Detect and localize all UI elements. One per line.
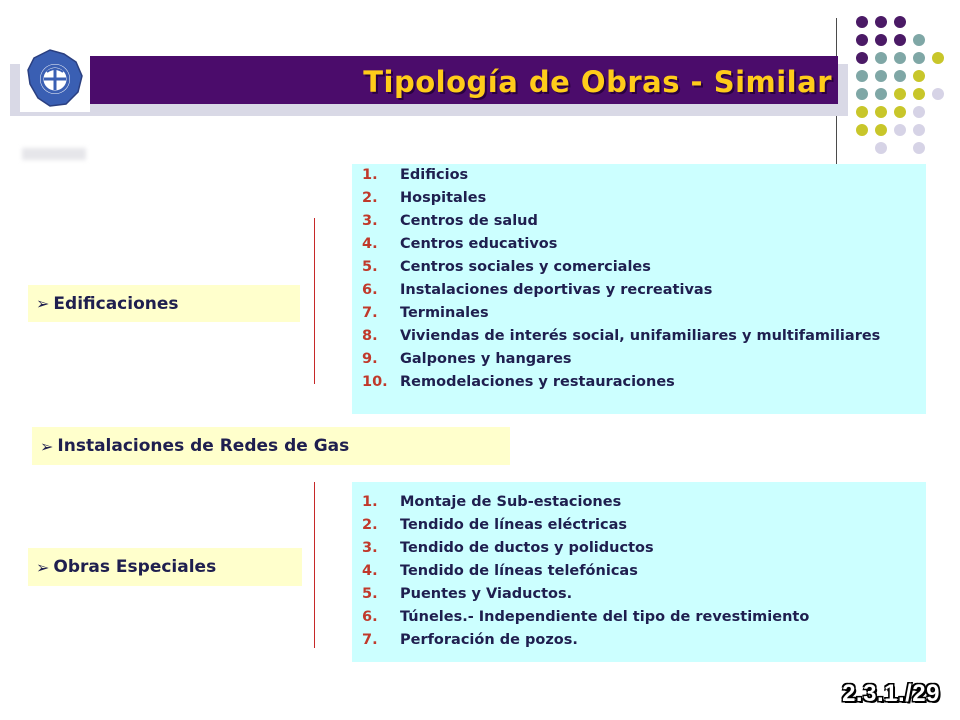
decorative-dot — [856, 124, 868, 136]
list-item-text: Tendido de ductos y poliductos — [400, 540, 654, 556]
list-item-number: 9. — [362, 351, 378, 367]
decorative-dot — [856, 16, 868, 28]
list-item-text: Túneles.- Independiente del tipo de revestimiento — [400, 609, 810, 625]
list-item-number: 1. — [362, 167, 378, 183]
bracket-line — [314, 482, 315, 648]
list-item-number: 3. — [362, 540, 378, 556]
decorative-dot — [856, 106, 868, 118]
list-item-text: Tendido de líneas eléctricas — [400, 517, 627, 533]
list-item — [362, 213, 926, 230]
list-item — [362, 540, 926, 557]
decorative-dot — [913, 124, 925, 136]
decorative-dot — [875, 70, 887, 82]
category-label: Obras Especiales — [53, 557, 217, 577]
list-item-text: Instalaciones deportivas y recreativas — [400, 282, 713, 298]
bracket-line — [314, 218, 315, 384]
list-item — [362, 609, 926, 626]
category-label: Edificaciones — [53, 293, 179, 314]
page-number: 2.3.1./29 — [842, 680, 940, 707]
list-item — [362, 563, 926, 580]
list-item-text: Hospitales — [400, 190, 487, 206]
decorative-dot — [913, 52, 925, 64]
list-item-text: Remodelaciones y restauraciones — [400, 374, 675, 390]
logo — [20, 44, 90, 112]
decorative-dot — [856, 34, 868, 46]
decorative-dot — [894, 16, 906, 28]
list-item — [362, 586, 926, 603]
list-item-number: 1. — [362, 494, 378, 510]
list-item — [362, 282, 926, 299]
decorative-dot — [913, 70, 925, 82]
list-item-text: Tendido de líneas telefónicas — [400, 563, 638, 579]
decorative-dot — [913, 34, 925, 46]
list-item-text: Terminales — [400, 305, 489, 321]
list-item-text: Centros de salud — [400, 213, 538, 229]
list-item-text: Centros educativos — [400, 236, 558, 252]
decorative-dot — [894, 106, 906, 118]
arrow-bullet-icon: ➢ — [40, 436, 54, 456]
decorative-dot — [875, 106, 887, 118]
arrow-bullet-icon: ➢ — [36, 294, 50, 313]
category-edificaciones — [28, 285, 300, 322]
list-item — [362, 632, 926, 649]
list-item-number: 6. — [362, 609, 378, 625]
list-item — [362, 374, 926, 391]
decorative-dot — [856, 52, 868, 64]
decorative-dot — [875, 124, 887, 136]
list-item-number: 4. — [362, 563, 378, 579]
decorative-dot — [894, 70, 906, 82]
list-item-number: 5. — [362, 259, 378, 275]
list-item — [362, 190, 926, 207]
list-item-number: 6. — [362, 282, 378, 298]
decorative-dot — [856, 70, 868, 82]
list-item-text: Montaje de Sub-estaciones — [400, 494, 622, 510]
bolivia-map-emblem-icon — [20, 44, 90, 112]
decorative-dot — [913, 106, 925, 118]
obras-especiales-list — [352, 482, 926, 662]
list-item-number: 8. — [362, 328, 378, 344]
decorative-dot — [894, 34, 906, 46]
category-gas — [32, 427, 510, 465]
slide-title: Tipología de Obras - Similar — [363, 65, 832, 99]
faint-watermark — [22, 148, 86, 160]
decorative-dot — [913, 142, 925, 154]
list-item-text: Galpones y hangares — [400, 351, 572, 367]
list-item-number: 7. — [362, 632, 378, 648]
decorative-dot — [932, 88, 944, 100]
list-item-number: 7. — [362, 305, 378, 321]
list-item — [362, 305, 926, 322]
decorative-dot — [875, 16, 887, 28]
category-obras-especiales — [28, 548, 302, 586]
list-item — [362, 236, 926, 253]
decorative-dot — [856, 88, 868, 100]
decorative-dot — [875, 88, 887, 100]
decorative-dot — [913, 88, 925, 100]
list-item-number: 10. — [362, 374, 388, 390]
list-item-number: 3. — [362, 213, 378, 229]
category-label: Instalaciones de Redes de Gas — [57, 436, 350, 456]
decorative-dot — [894, 88, 906, 100]
list-item — [362, 351, 926, 368]
list-item — [362, 328, 926, 345]
list-item-number: 2. — [362, 517, 378, 533]
decorative-dot — [894, 124, 906, 136]
decorative-dot — [932, 52, 944, 64]
decorative-dot — [894, 52, 906, 64]
list-item — [362, 259, 926, 276]
list-item-number: 4. — [362, 236, 378, 252]
decorative-dot — [875, 52, 887, 64]
decorative-dot — [875, 142, 887, 154]
list-item-number: 2. — [362, 190, 378, 206]
list-item-text: Perforación de pozos. — [400, 632, 578, 648]
list-item-text: Edificios — [400, 167, 469, 183]
decorative-dot — [875, 34, 887, 46]
list-item-number: 5. — [362, 586, 378, 602]
list-item-text: Centros sociales y comerciales — [400, 259, 651, 275]
edificaciones-list — [352, 164, 926, 414]
arrow-bullet-icon: ➢ — [36, 557, 50, 577]
list-item — [362, 494, 926, 511]
list-item — [362, 167, 926, 184]
list-item — [362, 517, 926, 534]
list-item-text: Viviendas de interés social, unifamiliares y multifamiliares — [400, 328, 881, 344]
list-item-text: Puentes y Viaductos. — [400, 586, 573, 602]
